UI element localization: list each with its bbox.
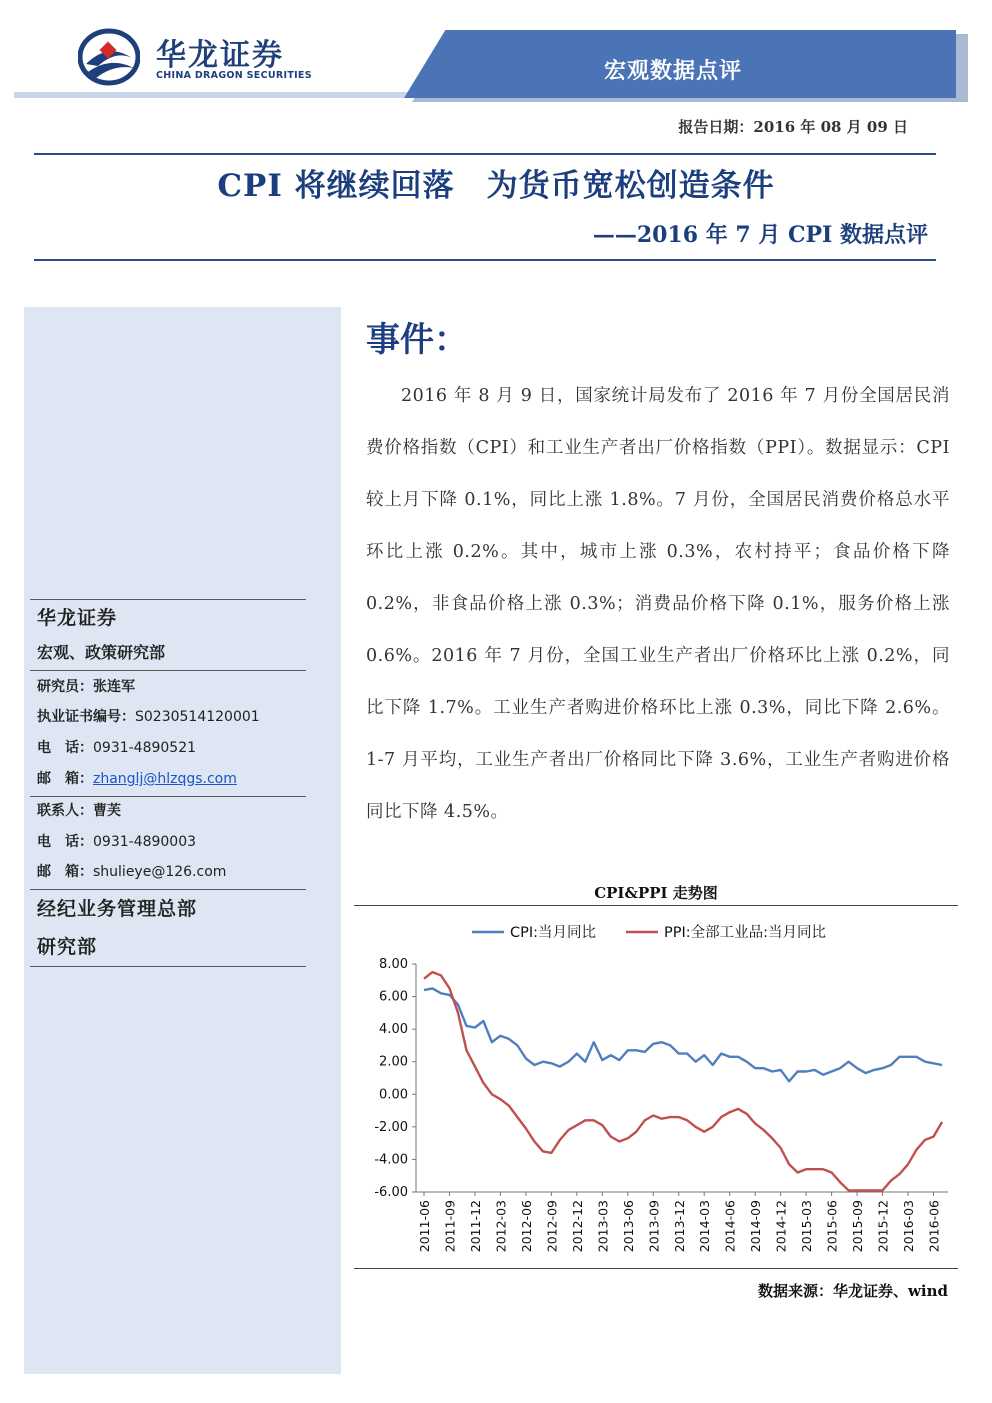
cert-row [37,706,260,726]
event-paragraph: 2016 年 8 月 9 日，国家统计局发布了 2016 年 7 月份全国居民消费价格指数（CPI）和工业生产者出厂价格指数（PPI）。数据显示：CPI 较上月下降 0.1%，同比上涨 1.8%。7 月份，全国居民消费价格总水平环比上涨 0.2%。其中，城市上涨 0.3%，农村持平；食品价格下降 0.2%，非食品价格上涨 0.3%；消费品价格下降 0.1%，服务价格上涨 0.6%。2016 年 7 月份，全国工业生产者出厂价格环比上涨 0.2%，同比下降 1.7%。工业生产者购进价格环比上涨 0.3%，同比下降 2.6%。1-7 月平均，工业生产者出厂价格同比下降 3.6%，工业生产者购进价格同比下降 4.5%。 [366,386,950,822]
chart-title: CPI&PPI 走势图 [594,884,718,902]
cert-label: 执业证书编号： [37,709,135,725]
y-tick-label: -4.00 [374,1152,408,1168]
y-tick-label: 0.00 [379,1087,408,1103]
x-tick-label: 2015-06 [824,1200,840,1253]
phone-number: 0931-4890003 [93,834,197,850]
analyst-email-link[interactable]: zhanglj@hlzqgs.com [93,771,237,787]
company-logo [78,28,328,88]
x-tick-label: 2015-09 [850,1200,866,1253]
x-tick-label: 2014-03 [697,1200,713,1253]
x-tick-label: 2011-12 [467,1200,483,1253]
email-label: 邮 箱： [37,771,93,787]
sidebar-divider [30,966,306,967]
legend-label: PPI:全部工业品:当月同比 [664,925,827,941]
x-tick-label: 2013-06 [620,1200,636,1253]
phone-row [37,737,196,757]
chart-svg [354,906,958,1270]
y-tick-label: 4.00 [379,1022,408,1038]
email-label: 邮 箱： [37,864,93,880]
y-tick-label: 6.00 [379,989,408,1005]
contact-email: shulieye@126.com [93,864,227,880]
x-tick-label: 2014-12 [773,1200,789,1253]
event-heading: 事件： [366,320,468,360]
phone-label: 电 话： [37,834,93,850]
contact-row [37,800,121,820]
x-tick-label: 2011-09 [442,1200,458,1253]
x-tick-label: 2014-09 [748,1200,764,1253]
ppi-series-line [424,972,942,1190]
sidebar-department: 宏观、政策研究部 [37,643,166,662]
x-tick-label: 2012-06 [518,1200,534,1253]
x-tick-label: 2011-06 [417,1200,432,1253]
header-stripe [14,92,434,98]
x-tick-label: 2012-09 [544,1200,560,1253]
analyst-row [37,676,135,696]
sidebar-hq: 经纪业务管理总部 [37,898,198,920]
cpi-ppi-chart [354,905,958,1269]
sidebar-research: 研究部 [37,936,98,958]
phone-label: 电 话： [37,740,93,756]
sidebar-divider [30,889,306,890]
logo-chinese-name: 华龙证券 [156,38,284,73]
x-tick-label: 2012-12 [569,1200,585,1253]
sidebar-divider [30,599,306,600]
sidebar-divider [30,796,306,797]
report-date: 报告日期：2016 年 08 月 09 日 [678,118,908,136]
phone-number: 0931-4890521 [93,740,197,756]
email-row [37,861,226,881]
x-tick-label: 2015-03 [799,1200,815,1253]
cpi-series-line [424,988,942,1081]
x-tick-label: 2012-03 [493,1200,509,1253]
contact-name: 曹芙 [93,803,121,819]
title-top-rule [34,153,936,155]
title-bottom-rule [34,259,936,261]
report-header [0,0,992,145]
analyst-label: 研究员： [37,679,93,695]
report-subtitle: ——2016 年 7 月 CPI 数据点评 [592,222,928,248]
logo-english-name: CHINA DRAGON SECURITIES [156,70,312,81]
sidebar-divider [30,670,306,671]
report-title: CPI 将继续回落 为货币宽松创造条件 [217,168,775,204]
cert-number: S0230514120001 [135,709,260,725]
data-source: 数据来源：华龙证券、wind [757,1282,948,1300]
y-tick-label: -2.00 [374,1119,408,1135]
contact-label: 联系人： [37,803,93,819]
sidebar-company: 华龙证券 [37,607,118,629]
x-tick-label: 2013-03 [595,1200,611,1253]
x-tick-label: 2014-06 [722,1200,738,1253]
y-tick-label: -6.00 [374,1185,408,1200]
analyst-name: 张连军 [93,679,135,695]
x-tick-label: 2013-12 [671,1200,687,1253]
x-tick-label: 2013-09 [646,1200,662,1253]
dragon-logo-icon [78,28,140,86]
y-tick-label: 8.00 [379,957,408,972]
legend-label: CPI:当月同比 [510,925,597,941]
x-tick-label: 2016-03 [901,1200,917,1253]
email-row [37,768,237,788]
x-tick-label: 2015-12 [875,1200,891,1253]
y-tick-label: 2.00 [379,1054,408,1070]
x-tick-label: 2016-06 [926,1200,942,1253]
category-banner-label: 宏观数据点评 [604,58,743,84]
phone-row [37,831,196,851]
